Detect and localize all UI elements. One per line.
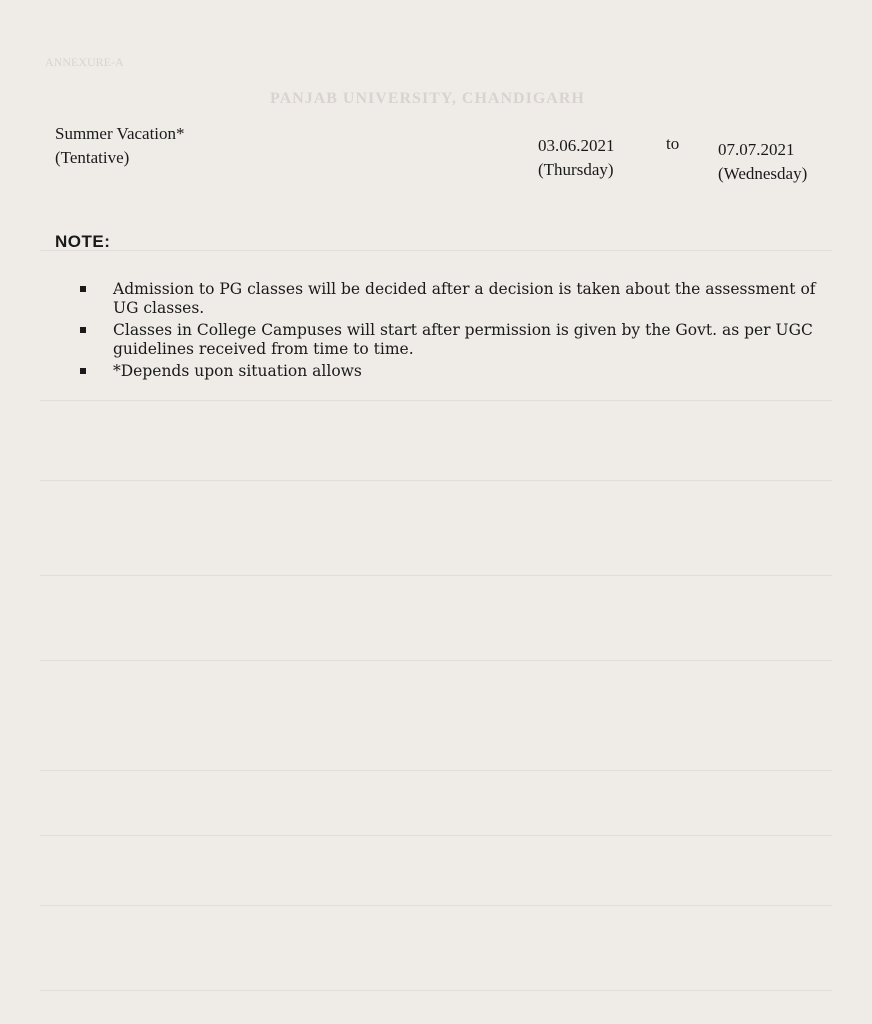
bleed-through-line <box>40 770 832 771</box>
vacation-start <box>538 134 615 182</box>
vacation-end-day: (Wednesday) <box>718 164 808 183</box>
bleed-through-title: PANJAB UNIVERSITY, CHANDIGARH <box>270 90 585 107</box>
summer-vacation-title: Summer Vacation* <box>55 124 185 143</box>
vacation-end-date: 07.07.2021 <box>718 140 795 159</box>
bleed-through-line <box>40 660 832 661</box>
vacation-to-word: to <box>666 134 680 153</box>
bullet-icon <box>80 327 86 333</box>
note-list <box>80 280 840 384</box>
note-item-text: Classes in College Campuses will start after permission is given by the Govt. as per UGC guidelines received from time to time. <box>113 321 813 358</box>
summer-vacation-label <box>55 122 185 170</box>
note-item <box>80 321 840 359</box>
note-item <box>80 362 840 381</box>
bleed-through-line <box>40 835 832 836</box>
vacation-start-day: (Thursday) <box>538 160 614 179</box>
bleed-through-line <box>40 480 832 481</box>
bleed-through-line <box>40 250 832 251</box>
bullet-icon <box>80 286 86 292</box>
bleed-through-line <box>40 990 832 991</box>
bleed-through-line <box>40 400 832 401</box>
note-heading: NOTE: <box>55 232 111 251</box>
summer-vacation-tentative: (Tentative) <box>55 148 130 167</box>
bullet-icon <box>80 368 86 374</box>
vacation-end <box>718 138 807 186</box>
summer-vacation-row <box>55 122 845 192</box>
bleed-through-line <box>40 575 832 576</box>
note-item-text: *Depends upon situation allows <box>113 362 362 380</box>
note-item <box>80 280 840 318</box>
bleed-through-code: ANNEXURE-A <box>45 55 124 69</box>
bleed-through-line <box>40 905 832 906</box>
vacation-start-date: 03.06.2021 <box>538 136 615 155</box>
note-item-text: Admission to PG classes will be decided after a decision is taken about the assessment of UG classes. <box>113 280 816 317</box>
